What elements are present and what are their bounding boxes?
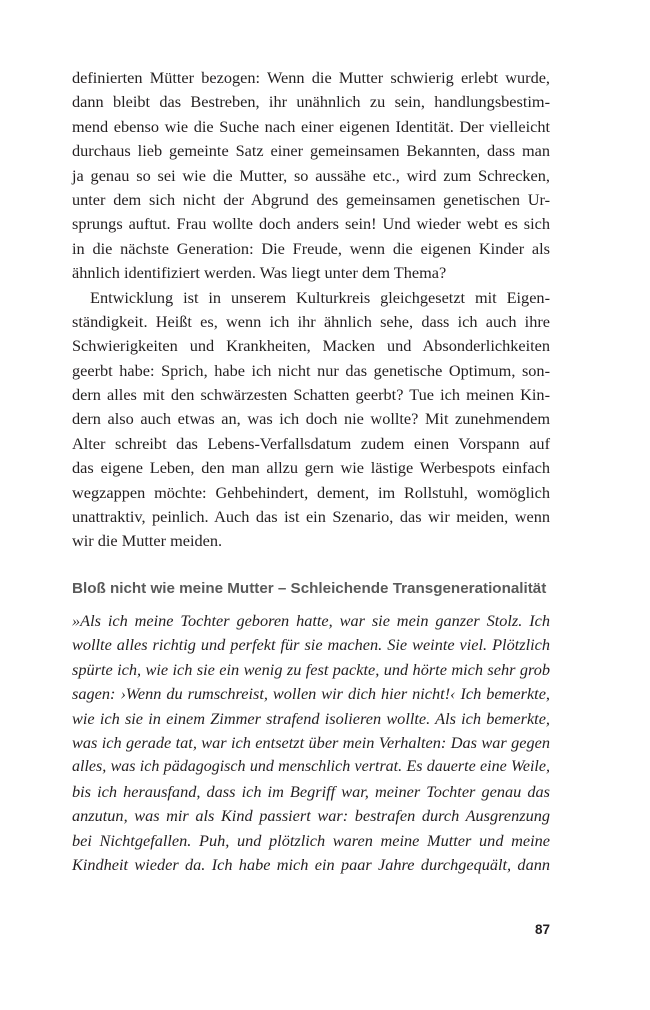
text-line: unter dem sich nicht der Abgrund des gemeinsamen genetischen Ur- — [72, 189, 550, 209]
text-line: ja genau so sei wie die Mutter, so aussähe etc., wird zum Schrecken, — [72, 165, 550, 185]
text-line: geerbt habe: Sprich, habe ich nicht nur das genetische Optimum, son- — [72, 360, 550, 380]
quote-line: anzutun, was mir als Kind passiert war: bestrafen durch Ausgrenzung — [72, 806, 550, 826]
text-line: dern also auch etwas an, was ich doch nie wollte? Mit zunehmendem — [72, 409, 550, 429]
text-line: ähnlich identifiziert werden. Was liegt unter dem Thema? — [72, 263, 447, 283]
quote-line: bis ich herausfand, dass ich im Begriff war, meiner Tochter genau das — [72, 781, 550, 801]
page-number: 87 — [534, 922, 550, 937]
body-text — [72, 66, 550, 554]
text-line: in die nächste Generation: Die Freude, wenn die eigenen Kinder als — [72, 238, 550, 258]
quote-line: »Als ich meine Tochter geboren hatte, war sie mein ganzer Stolz. Ich — [72, 611, 550, 630]
quote-line: wollte alles richtig und perfekt für sie machen. Sie weinte viel. Plötzlich — [72, 635, 550, 655]
quote-line: sagen: ›Wenn du rumschreist, wollen wir dich hier nicht!‹ Ich bemerkte, — [72, 684, 550, 704]
text-line: Alter schreibt das Lebens-Verfallsdatum zudem einen Vorspann auf — [72, 433, 550, 453]
text-line: unattraktiv, peinlich. Auch das ist ein Szenario, das wir meiden, wenn — [72, 507, 550, 527]
section-heading: Bloß nicht wie meine Mutter – Schleichende Transgenerationalität — [72, 580, 547, 597]
quote-line: alles, was ich pädagogisch und menschlich vertrat. Es dauerte eine Weile, — [72, 758, 550, 776]
text-line: das eigene Leben, den man allzu gern wie lästige Werbespots einfach — [72, 458, 550, 478]
quote-line: bei Nichtgefallen. Puh, und plötzlich waren meine Mutter und meine — [72, 830, 550, 850]
text-line: mend ebenso wie die Suche nach einer eigenen Identität. Der vielleicht — [72, 116, 550, 136]
quote-text — [72, 609, 550, 877]
text-line: dern alles mit den schwärzesten Schatten geerbt? Tue ich meinen Kin- — [72, 385, 550, 405]
text-line: Entwicklung ist in unserem Kulturkreis gleichgesetzt mit Eigen- — [90, 287, 550, 307]
quote-line: Kindheit wieder da. Ich habe mich ein paar Jahre durchgequält, dann — [72, 854, 550, 874]
text-line: wegzappen möchte: Gehbehindert, dement, im Rollstuhl, womöglich — [72, 482, 550, 502]
text-line: wir die Mutter meiden. — [72, 531, 223, 551]
text-line: dann bleibt das Bestreben, ihr unähnlich zu sein, handlungsbestim- — [72, 92, 550, 112]
quote-line: was ich gerade tat, war ich entsetzt über mein Verhalten: Das war gegen — [72, 732, 550, 752]
text-line: ständigkeit. Heißt es, wenn ich ihr ähnlich sehe, dass ich auch ihre — [72, 311, 550, 331]
text-line: durchaus lieb gemeinte Satz einer gemeinsamen Bekannten, dass man — [72, 141, 550, 161]
text-line: sprungs auftut. Frau wollte doch anders sein! Und wieder webt es sich — [72, 214, 550, 234]
quote-line: spürte ich, wie ich sie ein wenig zu fest packte, und hörte mich sehr grob — [72, 659, 550, 679]
text-line: definierten Mütter bezogen: Wenn die Mutter schwierig erlebt wurde, — [72, 68, 550, 87]
text-line: Schwierigkeiten und Krankheiten, Macken und Absonderlichkeiten — [72, 336, 550, 356]
quote-line: wie ich sie in einem Zimmer strafend isolieren wollte. Als ich bemerkte, — [72, 708, 550, 728]
